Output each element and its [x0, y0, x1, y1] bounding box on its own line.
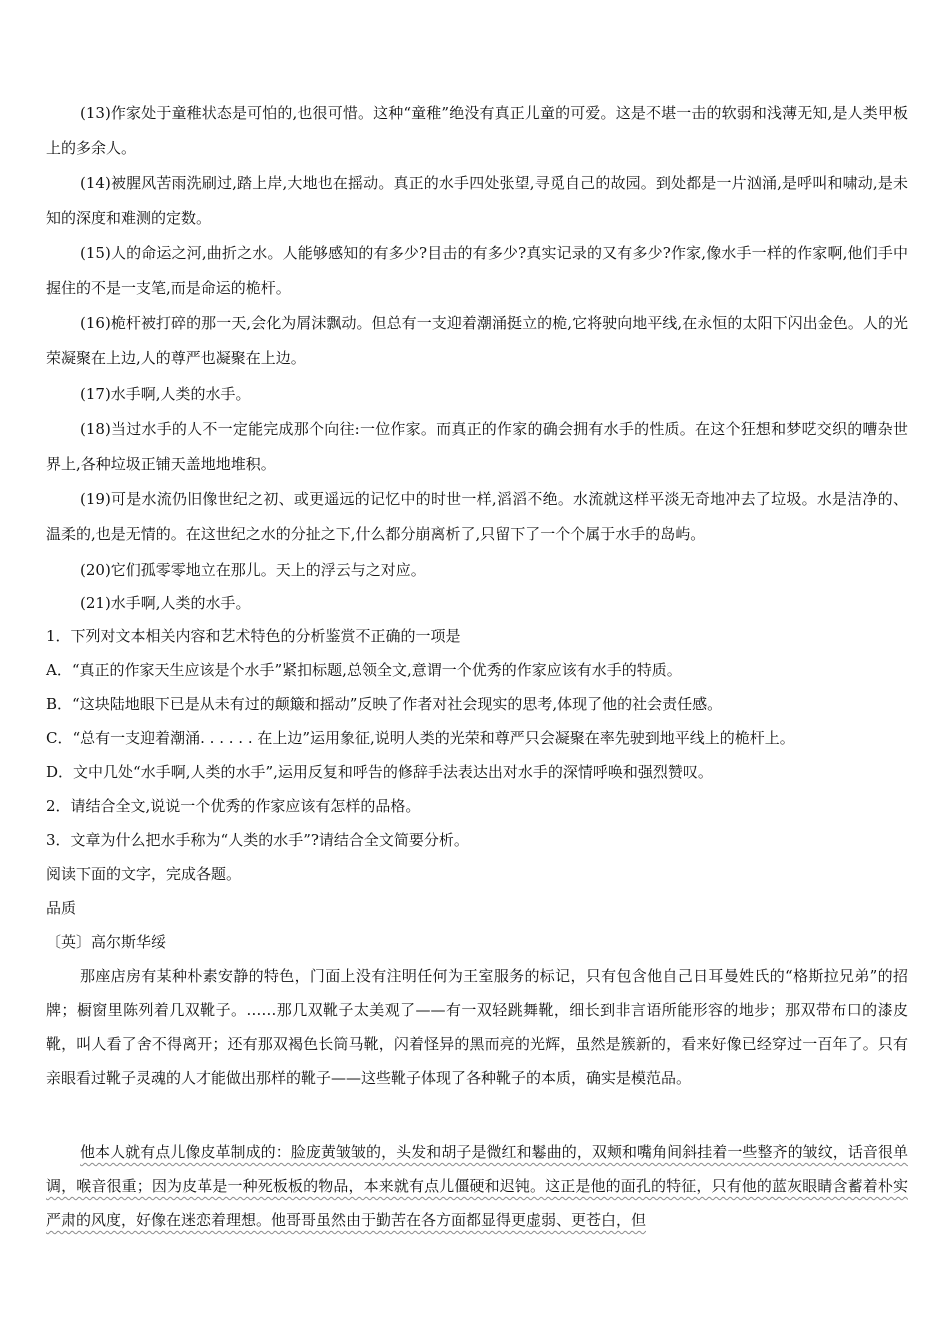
paragraph-19: (19)可是水流仍旧像世纪之初、或更遥远的记忆中的时世一样,滔滔不绝。水流就这样平淡无奇地冲去了垃圾。水是洁净的、温柔的,也是无情的。在这世纪之水的分扯之下,什么都分崩离析了,只留下了一个个属于水手的岛屿。 — [46, 490, 908, 543]
underlined-text: 他本人就有点儿像皮革制成的：脸庞黄皱皱的，头发和胡子是微红和鬈曲的，双颊和嘴角间斜挂着一些整齐的皱纹，话音很单调，喉音很重；因为皮革是一种死板板的物品，本来就有点儿僵硬和迟钝。这正是他的面孔的特征，只有他的蓝灰眼睛含蓄着朴实严肃的风度，好像在迷恋着理想。他哥哥虽然由于勤苦在各方面都显得更虚弱、更苍白，但 — [46, 1143, 908, 1229]
paragraph-20: (20)它们孤零零地立在那儿。天上的浮云与之对应。 — [80, 561, 426, 579]
question-2: 2．请结合全文,说说一个优秀的作家应该有怎样的品格。 — [46, 797, 421, 815]
paragraph-21: (21)水手啊,人类的水手。 — [80, 594, 251, 612]
question-1: 1．下列对文本相关内容和艺术特色的分析鉴赏不正确的一项是 — [46, 627, 461, 645]
passage-author: 〔英〕高尔斯华绥 — [46, 933, 167, 951]
paragraph-13: (13)作家处于童稚状态是可怕的,也很可惜。这种“童稚”绝没有真正儿童的可爱。这是不堪一击的软弱和浅薄无知,是人类甲板上的多余人。 — [46, 104, 908, 157]
passage-paragraph-2 — [46, 1135, 908, 1237]
paragraph-18: (18)当过水手的人不一定能完成那个向往:一位作家。而真正的作家的确会拥有水手的性质。在这个狂想和梦呓交织的嘈杂世界上,各种垃圾正铺天盖地地堆积。 — [46, 420, 908, 473]
reading-instruction: 阅读下面的文字，完成各题。 — [46, 865, 242, 883]
option-c: C．“总有一支迎着潮涌. . . . . . 在上边”运用象征,说明人类的光荣和尊严只会凝聚在率先驶到地平线上的桅杆上。 — [46, 729, 795, 747]
option-d: D．文中几处“水手啊,人类的水手”,运用反复和呼告的修辞手法表达出对水手的深情呼唤和强烈赞叹。 — [46, 763, 713, 781]
option-a: A．“真正的作家天生应该是个水手”紧扣标题,总领全文,意谓一个优秀的作家应该有水手的特质。 — [46, 661, 682, 679]
passage-paragraph-1: 那座店房有某种朴素安静的特色，门面上没有注明任何为王室服务的标记，只有包含他自己日耳曼姓氏的“格斯拉兄弟”的招牌；橱窗里陈列着几双靴子。……那几双靴子太美观了——有一双轻跳舞靴，细长到非言语所能形容的地步；那双带布口的漆皮靴，叫人看了舍不得离开；还有那双褐色长筒马靴，闪着怪异的黑而亮的光辉，虽然是簇新的，看来好像已经穿过一百年了。只有亲眼看过靴子灵魂的人才能做出那样的靴子——这些靴子体现了各种靴子的本质，确实是模范品。 — [46, 967, 908, 1087]
paragraph-14: (14)被腥风苦雨洗刷过,踏上岸,大地也在摇动。真正的水手四处张望,寻觅自己的故园。到处都是一片汹涌,是呼叫和啸动,是未知的深度和难测的定数。 — [46, 174, 908, 227]
paragraph-16: (16)桅杆被打碎的那一天,会化为屑沫飘动。但总有一支迎着潮涌挺立的桅,它将驶向地平线,在永恒的太阳下闪出金色。人的光荣凝聚在上边,人的尊严也凝聚在上边。 — [46, 314, 908, 367]
paragraph-15: (15)人的命运之河,曲折之水。人能够感知的有多少?目击的有多少?真实记录的又有多少?作家,像水手一样的作家啊,他们手中握住的不是一支笔,而是命运的桅杆。 — [46, 244, 908, 297]
paragraph-17: (17)水手啊,人类的水手。 — [80, 385, 251, 403]
question-3: 3．文章为什么把水手称为“人类的水手”?请结合全文简要分析。 — [46, 831, 469, 849]
passage-title: 品质 — [46, 899, 77, 917]
option-b: B．“这块陆地眼下已是从未有过的颠簸和摇动”反映了作者对社会现实的思考,体现了他的社会责任感。 — [46, 695, 723, 713]
